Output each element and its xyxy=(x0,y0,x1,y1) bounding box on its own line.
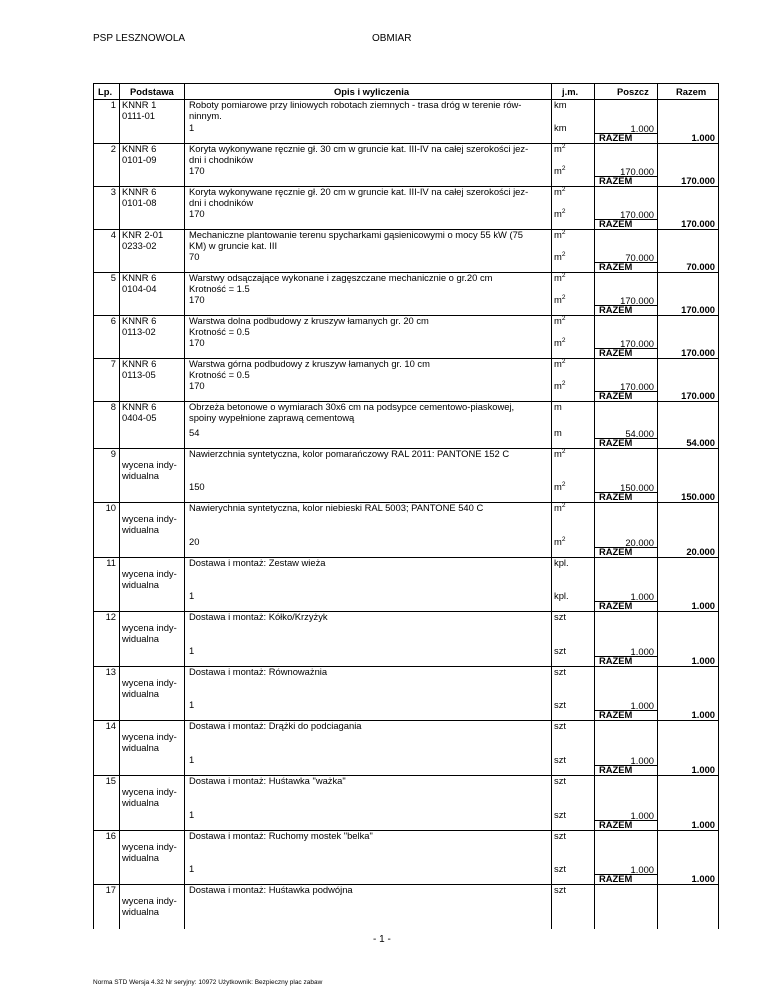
row-unit: $m^2$ xyxy=(554,185,566,197)
col-razem: Razem xyxy=(676,86,707,97)
table-row xyxy=(94,884,719,929)
row-razem-label: RAZEM xyxy=(599,491,633,502)
row-unit: szt xyxy=(554,809,566,820)
row-podstawa: widualna xyxy=(122,523,160,535)
row-description: Warstwa dolna podbudowy z kruszyw łamanych gr. 20 cm xyxy=(189,315,429,326)
row-description: Dostawa i montaż: Drążki do podciagania xyxy=(189,720,362,731)
row-razem: 1.000 xyxy=(691,764,715,775)
row-description: Dostawa i montaż: Huśtawka "ważka" xyxy=(189,775,346,786)
row-unit: kpl. xyxy=(554,590,569,601)
unit-superscript: 2 xyxy=(561,164,566,172)
row-podstawa: widualna xyxy=(122,796,160,808)
row-lp: 8 xyxy=(110,401,116,412)
row-lp: 6 xyxy=(110,315,116,326)
row-unit: $m^2$ xyxy=(554,379,566,391)
row-razem-label: RAZEM xyxy=(599,218,633,229)
row-unit: m xyxy=(554,401,562,412)
row-podstawa: KNNR 6 xyxy=(122,143,157,154)
row-description: Koryta wykonywane ręcznie gł. 20 cm w gruncie kat. III-IV na całej szerokości jez- xyxy=(189,186,529,197)
row-lp: 13 xyxy=(105,666,116,677)
row-unit: $m^2$ xyxy=(554,357,566,369)
table-row xyxy=(94,611,719,667)
unit-superscript: 2 xyxy=(561,142,566,150)
row-unit: $m^2$ xyxy=(554,501,566,513)
row-razem: 1.000 xyxy=(691,873,715,884)
row-poszcz: 170.000 xyxy=(620,209,654,220)
table-row xyxy=(94,186,719,230)
table-row xyxy=(94,99,719,144)
row-quantity: 1 xyxy=(189,645,195,656)
row-unit: kpl. xyxy=(554,557,569,568)
row-quantity: 1 xyxy=(189,863,195,874)
row-unit: $m^2$ xyxy=(554,207,566,219)
row-podstawa: KNNR 6 xyxy=(122,272,157,283)
row-razem-label: RAZEM xyxy=(599,709,633,720)
row-unit: $m^2$ xyxy=(554,164,566,176)
row-poszcz: 54.000 xyxy=(625,428,654,439)
row-poszcz: 1.000 xyxy=(630,700,654,711)
row-unit: $m^2$ xyxy=(554,228,566,240)
row-podstawa: widualna xyxy=(122,469,160,481)
row-podstawa: wycena indy- xyxy=(122,513,177,524)
row-razem: 170.000 xyxy=(681,390,715,401)
row-razem-label: RAZEM xyxy=(599,546,633,557)
row-unit: szt xyxy=(554,720,566,731)
row-razem-label: RAZEM xyxy=(599,390,633,401)
row-podstawa: widualna xyxy=(122,905,160,917)
unit-superscript: 2 xyxy=(561,185,566,193)
row-podstawa: wycena indy- xyxy=(122,731,177,742)
row-razem: 1.000 xyxy=(691,132,715,143)
row-description: Koryta wykonywane ręcznie gł. 30 cm w gruncie kat. III-IV na całej szerokości jez- xyxy=(189,143,529,154)
row-razem: 170.000 xyxy=(681,304,715,315)
unit-superscript: 2 xyxy=(561,501,566,509)
unit-superscript: 2 xyxy=(561,357,566,365)
row-quantity: 70 xyxy=(189,251,200,262)
row-poszcz: 1.000 xyxy=(630,810,654,821)
row-unit: szt xyxy=(554,754,566,765)
row-razem-label: RAZEM xyxy=(599,132,633,143)
row-description: Dostawa i montaż: Huśtawka podwójna xyxy=(189,884,353,895)
row-razem-label: RAZEM xyxy=(599,873,633,884)
row-lp: 2 xyxy=(110,143,116,154)
row-description: Dostawa i montaż: Równoważnia xyxy=(189,666,328,677)
row-description: Nawierzchnia syntetyczna, kolor pomarańczowy RAL 2011: PANTONE 152 C xyxy=(189,448,510,459)
unit-superscript: 2 xyxy=(561,480,566,488)
row-razem: 54.000 xyxy=(686,437,715,448)
row-razem: 170.000 xyxy=(681,218,715,229)
table-row xyxy=(94,557,719,612)
row-description: Dostawa i montaż: Kółko/Krzyżyk xyxy=(189,611,328,622)
row-podstawa: wycena indy- xyxy=(122,622,177,633)
row-podstawa: widualna xyxy=(122,851,160,863)
row-lp: 9 xyxy=(110,448,116,459)
table-row xyxy=(94,315,719,359)
table-row xyxy=(94,272,719,316)
row-description: Mechaniczne plantowanie terenu spycharkami gąsienicowymi o mocy 55 kW (75 xyxy=(189,229,524,240)
row-razem: 20.000 xyxy=(686,546,715,557)
col-podstawa: Podstawa xyxy=(130,86,174,97)
row-podstawa: 0101-09 xyxy=(122,153,157,165)
row-unit: szt xyxy=(554,645,566,656)
row-description: Krotność = 1.5 xyxy=(189,282,250,294)
row-poszcz: 1.000 xyxy=(630,755,654,766)
unit-superscript: 2 xyxy=(561,250,566,258)
row-razem-label: RAZEM xyxy=(599,347,633,358)
row-unit: $m^2$ xyxy=(554,293,566,305)
table-row xyxy=(94,502,719,558)
row-razem-label: RAZEM xyxy=(599,655,633,666)
row-lp: 12 xyxy=(105,611,116,622)
row-unit: $m^2$ xyxy=(554,142,566,154)
row-unit: km xyxy=(554,99,567,110)
row-description: Dostawa i montaż: Ruchomy mostek "belka" xyxy=(189,830,373,841)
row-razem: 1.000 xyxy=(691,600,715,611)
row-unit: szt xyxy=(554,830,566,841)
row-podstawa: KNNR 6 xyxy=(122,315,157,326)
row-poszcz: 170.000 xyxy=(620,381,654,392)
table-row xyxy=(94,358,719,402)
row-unit: km xyxy=(554,122,567,133)
row-poszcz: 20.000 xyxy=(625,537,654,548)
row-razem-label: RAZEM xyxy=(599,764,633,775)
row-poszcz: 70.000 xyxy=(625,252,654,263)
row-quantity: 1 xyxy=(189,699,195,710)
row-lp: 3 xyxy=(110,186,116,197)
row-quantity: 170 xyxy=(189,165,205,176)
row-podstawa: wycena indy- xyxy=(122,841,177,852)
row-podstawa: widualna xyxy=(122,687,160,699)
row-podstawa: wycena indy- xyxy=(122,677,177,688)
row-description: dni i chodników xyxy=(189,153,254,165)
row-razem: 1.000 xyxy=(691,655,715,666)
unit-superscript: 2 xyxy=(561,379,566,387)
obmiar-table xyxy=(93,83,719,929)
row-razem: 1.000 xyxy=(691,709,715,720)
row-razem-label: RAZEM xyxy=(599,437,633,448)
row-podstawa: widualna xyxy=(122,741,160,753)
row-razem-label: RAZEM xyxy=(599,304,633,315)
row-poszcz: 170.000 xyxy=(620,338,654,349)
row-podstawa: KNNR 6 xyxy=(122,358,157,369)
row-poszcz: 170.000 xyxy=(620,295,654,306)
row-description: Krotność = 0.5 xyxy=(189,368,250,380)
row-lp: 11 xyxy=(106,557,116,568)
unit-superscript: 2 xyxy=(561,314,566,322)
row-description: Warstwy odsączające wykonane i zagęszczane mechanicznie o gr.20 cm xyxy=(189,272,493,283)
row-lp: 7 xyxy=(110,358,116,369)
row-quantity: 1 xyxy=(189,122,195,133)
row-description: Warstwa górna podbudowy z kruszyw łamanych gr. 10 cm xyxy=(189,358,430,369)
row-poszcz: 1.000 xyxy=(630,123,654,134)
row-razem: 170.000 xyxy=(681,347,715,358)
row-unit: szt xyxy=(554,611,566,622)
row-description: Obrzeża betonowe o wymiarach 30x6 cm na podsypce cementowo-piaskowej, xyxy=(189,401,515,412)
row-poszcz: 1.000 xyxy=(630,864,654,875)
table-row xyxy=(94,229,719,273)
row-quantity: 150 xyxy=(189,481,205,492)
table-row xyxy=(94,720,719,776)
row-description: Dostawa i montaż: Zestaw wieża xyxy=(189,557,326,568)
row-description: Nawierychnia syntetyczna, kolor niebieski RAL 5003; PANTONE 540 C xyxy=(189,502,484,513)
row-poszcz: 1.000 xyxy=(630,591,654,602)
col-opis: Opis i wyliczenia xyxy=(334,86,410,97)
row-description: ninnym. xyxy=(189,109,222,121)
row-podstawa: KNNR 1 xyxy=(122,99,157,110)
row-quantity: 54 xyxy=(189,427,200,438)
col-lp: Lp. xyxy=(98,86,113,97)
unit-superscript: 2 xyxy=(561,535,566,543)
row-lp: 4 xyxy=(110,229,116,240)
row-poszcz: 150.000 xyxy=(620,482,654,493)
table-row xyxy=(94,448,719,503)
row-lp: 5 xyxy=(110,272,116,283)
row-quantity: 1 xyxy=(189,590,195,601)
row-podstawa: 0101-08 xyxy=(122,196,157,208)
row-quantity: 1 xyxy=(189,809,195,820)
row-description: dni i chodników xyxy=(189,196,254,208)
row-unit: $m^2$ xyxy=(554,314,566,326)
col-poszcz: Poszcz xyxy=(617,86,649,97)
row-description: spoiny wypełnione zaprawą cementową xyxy=(189,411,355,423)
row-lp: 10 xyxy=(105,502,116,513)
row-unit: szt xyxy=(554,863,566,874)
row-podstawa: KNR 2-01 xyxy=(122,229,164,240)
row-podstawa: 0233-02 xyxy=(122,239,157,251)
row-podstawa: widualna xyxy=(122,632,160,644)
row-unit: $m^2$ xyxy=(554,250,566,262)
row-podstawa: 0404-05 xyxy=(122,411,157,423)
row-lp: 15 xyxy=(105,775,116,786)
row-unit: szt xyxy=(554,775,566,786)
header-left: PSP LESZNOWOLA xyxy=(93,33,186,44)
row-description: Krotność = 0.5 xyxy=(189,325,250,337)
row-unit: szt xyxy=(554,666,566,677)
row-quantity: 20 xyxy=(189,536,200,547)
row-unit: $m^2$ xyxy=(554,535,566,547)
row-razem: 170.000 xyxy=(681,175,715,186)
row-unit: szt xyxy=(554,699,566,710)
row-podstawa: KNNR 6 xyxy=(122,401,157,412)
table-row xyxy=(94,143,719,187)
row-lp: 16 xyxy=(105,830,116,841)
row-unit: $m^2$ xyxy=(554,447,566,459)
row-podstawa: wycena indy- xyxy=(122,895,177,906)
row-quantity: 170 xyxy=(189,208,205,219)
row-lp: 14 xyxy=(105,720,116,731)
row-description: KM) w gruncie kat. III xyxy=(189,239,278,251)
row-unit: $m^2$ xyxy=(554,336,566,348)
unit-superscript: 2 xyxy=(561,447,566,455)
row-razem-label: RAZEM xyxy=(599,261,633,272)
row-lp: 17 xyxy=(105,884,116,895)
unit-superscript: 2 xyxy=(561,271,566,279)
row-razem-label: RAZEM xyxy=(599,819,633,830)
table-row xyxy=(94,775,719,831)
col-jm: j.m. xyxy=(562,86,579,97)
unit-superscript: 2 xyxy=(561,336,566,344)
row-podstawa: wycena indy- xyxy=(122,568,177,579)
row-razem-label: RAZEM xyxy=(599,175,633,186)
row-quantity: 170 xyxy=(189,380,205,391)
row-podstawa: wycena indy- xyxy=(122,786,177,797)
unit-superscript: 2 xyxy=(561,228,566,236)
row-unit: $m^2$ xyxy=(554,271,566,283)
row-description: Roboty pomiarowe przy liniowych robotach ziemnych - trasa dróg w terenie rów- xyxy=(189,99,522,110)
row-podstawa: 0111-01 xyxy=(122,109,156,121)
row-podstawa: KNNR 6 xyxy=(122,186,157,197)
row-podstawa: 0104-04 xyxy=(122,282,157,294)
table-row xyxy=(94,830,719,885)
row-podstawa: 0113-05 xyxy=(122,368,156,380)
footer-text: Norma STD Wersja 4.32 Nr seryjny: 10972 Użytkownik: Bezpieczny plac zabaw xyxy=(93,979,323,986)
row-quantity: 170 xyxy=(189,337,205,348)
row-podstawa: widualna xyxy=(122,578,160,590)
header-center: OBMIAR xyxy=(372,33,412,44)
row-podstawa: wycena indy- xyxy=(122,459,177,470)
row-unit: m xyxy=(554,427,562,438)
row-razem-label: RAZEM xyxy=(599,600,633,611)
row-razem: 70.000 xyxy=(686,261,715,272)
row-razem: 150.000 xyxy=(681,491,715,502)
row-quantity: 170 xyxy=(189,294,205,305)
unit-superscript: 2 xyxy=(561,293,566,301)
row-quantity: 1 xyxy=(189,754,195,765)
table-header xyxy=(94,83,719,100)
row-razem: 1.000 xyxy=(691,819,715,830)
table-row xyxy=(94,401,719,449)
row-unit: $m^2$ xyxy=(554,480,566,492)
row-poszcz: 170.000 xyxy=(620,166,654,177)
page-number: - 1 - xyxy=(373,934,391,945)
row-poszcz: 1.000 xyxy=(630,646,654,657)
unit-superscript: 2 xyxy=(561,207,566,215)
row-podstawa: 0113-02 xyxy=(122,325,156,337)
row-lp: 1 xyxy=(110,99,116,110)
table-row xyxy=(94,666,719,721)
row-unit: szt xyxy=(554,884,566,895)
